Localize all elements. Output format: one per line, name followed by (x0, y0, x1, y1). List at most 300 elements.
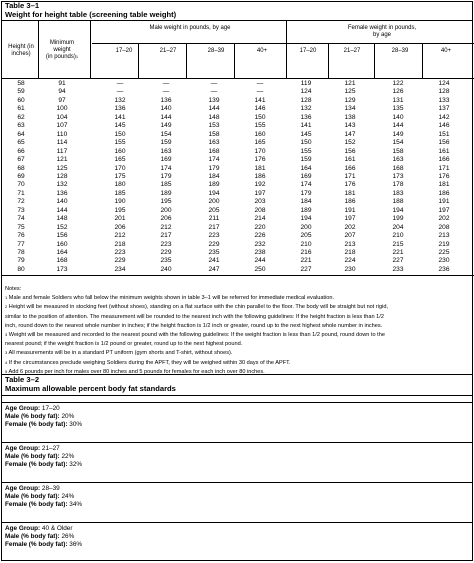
cell-female-21-27: 197 (344, 215, 356, 223)
cell-male-21-27: 235 (160, 257, 172, 265)
cell-female-21-27: 166 (344, 164, 356, 172)
age-line (2, 525, 472, 533)
cell-male-17-20: 195 (114, 206, 126, 214)
cell-height: 60 (17, 96, 25, 104)
cell-male-21-27: 200 (160, 206, 172, 214)
cell-female-17-20: 119 (300, 80, 312, 87)
cell-male-17-20: 160 (114, 147, 126, 155)
cell-female-40-plus: 191 (438, 198, 450, 206)
cell-female-40-plus: 225 (438, 249, 450, 256)
cell-min-weight: 128 (56, 172, 68, 180)
cell-female-28-39: 163 (392, 156, 404, 164)
cell-female-28-39: 135 (392, 105, 404, 113)
cell-female-28-39: 215 (392, 240, 404, 248)
note-line (5, 350, 232, 358)
cell-min-weight: 160 (56, 240, 68, 248)
cell-height: 74 (17, 215, 25, 223)
cell-male-40-plus: 203 (254, 198, 266, 206)
male-label: Male (% body fat): (5, 493, 60, 500)
female-age-21-27: 21–27 (343, 48, 361, 54)
cell-female-21-27: 224 (344, 257, 356, 265)
cell-male-17-20: 190 (114, 198, 126, 206)
cell-female-40-plus: 156 (438, 139, 450, 147)
note-marker: 3 (5, 350, 8, 356)
cell-height: 69 (17, 172, 25, 180)
cell-male-21-27: — (162, 80, 170, 87)
cell-female-28-39: 199 (392, 215, 404, 223)
age-line (2, 405, 472, 413)
cell-height: 75 (17, 223, 25, 231)
height-column-header: Height (in inches) (8, 44, 34, 57)
cell-female-21-27: 213 (344, 240, 356, 248)
notes-heading: Notes: (5, 286, 22, 292)
cell-height: 68 (17, 164, 25, 172)
cell-height: 79 (17, 257, 25, 265)
cell-female-40-plus: 124 (438, 80, 450, 87)
cell-min-weight: 168 (56, 257, 68, 265)
cell-min-weight: 164 (56, 249, 68, 256)
cell-female-28-39: 227 (392, 257, 404, 265)
cell-min-weight: 104 (56, 113, 68, 121)
cell-male-21-27: 185 (160, 181, 172, 189)
male-value: 20% (59, 413, 75, 420)
cell-male-21-27: 229 (160, 249, 172, 256)
cell-min-weight: 136 (56, 189, 68, 197)
female-value: 30% (67, 421, 83, 428)
cell-female-17-20: 145 (300, 130, 312, 138)
cell-height: 63 (17, 122, 25, 130)
cell-male-28-39: 205 (208, 206, 220, 214)
cell-female-40-plus: 202 (438, 215, 450, 223)
female-label: Female (% body fat): (5, 501, 68, 508)
table-row (2, 215, 472, 223)
table-3-1-header (2, 2, 472, 21)
cell-female-17-20: 205 (300, 232, 312, 240)
cell-height: 71 (17, 189, 25, 197)
cell-male-28-39: 241 (208, 257, 220, 265)
cell-male-40-plus: 250 (254, 265, 266, 273)
table-row (2, 232, 472, 240)
note-marker: 3 (5, 332, 8, 337)
cell-female-17-20: 174 (300, 181, 312, 189)
cell-min-weight: 117 (56, 147, 68, 155)
cell-height: 64 (17, 130, 25, 138)
group-divider (92, 43, 474, 44)
cell-female-40-plus: 213 (438, 232, 450, 240)
cell-female-40-plus: 236 (438, 265, 450, 273)
cell-male-17-20: 150 (114, 130, 126, 138)
age-line (2, 485, 472, 493)
note-marker: 2 (5, 304, 8, 310)
age-value: 40 & Older (40, 525, 73, 532)
cell-female-17-20: 189 (300, 206, 312, 214)
cell-female-28-39: 183 (392, 189, 404, 197)
cell-female-28-39: 149 (392, 130, 404, 138)
cell-female-28-39: 178 (392, 181, 404, 189)
female-age-17-20: 17–20 (299, 48, 317, 54)
cell-height: 70 (17, 181, 25, 189)
cell-male-28-39: 223 (208, 232, 220, 240)
cell-male-28-39: 229 (208, 240, 220, 248)
cell-male-28-39: 247 (208, 265, 220, 273)
cell-male-21-27: 154 (160, 130, 172, 138)
cell-female-17-20: 200 (300, 223, 312, 231)
cell-height: 61 (17, 105, 25, 113)
note-text: All measurements will be in a standard PT uniform (gym shorts and T-shirt, without shoes). (7, 350, 233, 357)
cell-male-17-20: 229 (114, 257, 126, 265)
cell-male-28-39: 158 (208, 130, 220, 138)
female-age-40-plus: 40+ (440, 48, 452, 54)
table-row (2, 224, 472, 232)
table-row (2, 249, 472, 257)
note-text: similar to the position of attention. The measurement will be rounded to the nearest inch with the following guidelines: If the height fraction is less than 1/2 (5, 313, 384, 320)
cell-female-28-39: 188 (392, 198, 404, 206)
age-line (2, 445, 472, 453)
cell-female-40-plus: 151 (438, 130, 450, 138)
cell-male-40-plus: 165 (254, 139, 266, 147)
cell-male-28-39: 139 (208, 96, 220, 104)
cell-female-40-plus: 128 (438, 88, 450, 96)
table-row (2, 173, 472, 181)
cell-female-40-plus: 146 (438, 122, 450, 130)
cell-male-21-27: 223 (160, 240, 172, 248)
male-group-header: Male weight in pounds, by age (149, 25, 231, 31)
cell-female-17-20: 184 (300, 198, 312, 206)
cell-male-21-27: 163 (160, 147, 172, 155)
cell-min-weight: 148 (56, 215, 68, 223)
cell-male-21-27: 149 (160, 122, 172, 130)
cell-female-40-plus: 197 (438, 206, 450, 214)
cell-height: 58 (17, 80, 25, 87)
cell-female-21-27: 171 (344, 172, 356, 180)
cell-male-40-plus: — (256, 88, 264, 96)
cell-female-21-27: 161 (344, 156, 356, 164)
table-title: Weight for height table (screening table weight) (5, 10, 177, 19)
cell-male-17-20: 212 (114, 232, 126, 240)
table-number: Table 3–2 (5, 375, 40, 384)
cell-female-17-20: 150 (300, 139, 312, 147)
cell-female-21-27: 181 (344, 189, 356, 197)
age-label: Age Group: (5, 405, 41, 412)
cell-height: 65 (17, 139, 25, 147)
cell-male-40-plus: 220 (254, 223, 266, 231)
cell-male-17-20: — (116, 80, 124, 87)
female-label: Female (% body fat): (5, 541, 68, 548)
cell-male-21-27: 179 (160, 172, 172, 180)
cell-male-40-plus: 186 (254, 172, 266, 180)
cell-height: 78 (17, 249, 25, 256)
cell-male-17-20: 155 (114, 139, 126, 147)
cell-male-28-39: 211 (208, 215, 220, 223)
table-row (2, 131, 472, 139)
cell-female-28-39: 158 (392, 147, 404, 155)
cell-male-28-39: — (210, 80, 218, 87)
cell-female-17-20: 128 (300, 96, 312, 104)
cell-female-28-39: 122 (392, 80, 404, 87)
table-row (2, 97, 472, 105)
male-line (2, 493, 472, 501)
age-label: Age Group: (5, 525, 41, 532)
cell-male-17-20: 180 (114, 181, 126, 189)
note-line (5, 341, 242, 349)
table-row (2, 241, 472, 249)
female-line (2, 501, 472, 509)
cell-min-weight: 97 (58, 96, 66, 104)
cell-min-weight: 144 (56, 206, 68, 214)
cell-male-28-39: 148 (208, 113, 220, 121)
cell-male-40-plus: 176 (254, 156, 266, 164)
cell-female-28-39: 144 (392, 122, 404, 130)
cell-min-weight: 125 (56, 164, 68, 172)
cell-male-28-39: 163 (208, 139, 220, 147)
cell-female-21-27: 191 (344, 206, 356, 214)
cell-height: 73 (17, 206, 25, 214)
cell-female-17-20: 221 (300, 257, 312, 265)
cell-male-17-20: 132 (114, 96, 126, 104)
cell-male-17-20: 145 (114, 122, 126, 130)
note-text: Male and female Soldiers who fall below the minimum weights shown in table 3–1 will be referred for immediate medical evaluation. (7, 295, 335, 302)
cell-min-weight: 156 (56, 232, 68, 240)
cell-male-21-27: — (162, 88, 170, 96)
cell-male-40-plus: 141 (254, 96, 266, 104)
note-text: Height will be measured in stocking feet (without shoes), standing on a flat surface with the chin parallel to the floor. The body will be straight but not rigid, (7, 304, 389, 311)
cell-female-17-20: 141 (300, 122, 312, 130)
cell-female-40-plus: 133 (438, 96, 450, 104)
cell-female-21-27: 147 (344, 130, 356, 138)
female-value: 34% (67, 501, 83, 508)
note-line (5, 304, 388, 312)
age-group-block (2, 522, 472, 561)
age-group-block (2, 402, 472, 443)
table-row (2, 257, 472, 265)
male-label: Male (% body fat): (5, 533, 60, 540)
female-line (2, 541, 472, 549)
cell-female-28-39: 210 (392, 232, 404, 240)
cell-female-28-39: 154 (392, 139, 404, 147)
cell-female-21-27: 129 (344, 96, 356, 104)
male-age-21-27: 21–27 (159, 48, 177, 54)
cell-female-17-20: 159 (300, 156, 312, 164)
cell-female-21-27: 156 (344, 147, 356, 155)
note-text: If the circumstances preclude weighing Soldiers during the APFT, they will be weighed within 30 days of the APFT. (7, 359, 291, 366)
cell-min-weight: 173 (56, 265, 68, 273)
note-marker: 1 (5, 295, 8, 301)
cell-min-weight: 100 (56, 105, 68, 113)
cell-male-40-plus: 208 (254, 206, 266, 214)
cell-female-28-39: 204 (392, 223, 404, 231)
cell-male-28-39: 144 (208, 105, 220, 113)
cell-male-21-27: 136 (160, 96, 172, 104)
cell-male-40-plus: 181 (254, 164, 266, 172)
cell-female-28-39: 221 (392, 249, 404, 256)
cell-female-28-39: 131 (392, 96, 404, 104)
male-age-17-20: 17–20 (115, 48, 133, 54)
male-label: Male (% body fat): (5, 453, 60, 460)
male-line (2, 413, 472, 421)
document-page (1, 1, 473, 561)
min-weight-column-header: Minimum weight (in pounds)$^1$ (45, 40, 79, 60)
female-group-header: Female weight in pounds, by age (347, 25, 417, 38)
cell-male-17-20: 234 (114, 265, 126, 273)
note-line (5, 323, 382, 331)
cell-male-28-39: 217 (208, 223, 220, 231)
cell-female-21-27: 230 (344, 265, 356, 273)
cell-female-40-plus: 219 (438, 240, 450, 248)
cell-male-21-27: 159 (160, 139, 172, 147)
cell-height: 72 (17, 198, 25, 206)
cell-female-40-plus: 166 (438, 156, 450, 164)
cell-female-17-20: 216 (300, 249, 312, 256)
cell-height: 77 (17, 240, 25, 248)
note-text: Weight will be measured and recorded to the nearest pound with the following guidelines: If the weight fraction is less than 1/2 pound, round down to the (7, 332, 385, 338)
cell-female-17-20: 132 (300, 105, 312, 113)
table-row (2, 88, 472, 96)
cell-female-17-20: 155 (300, 147, 312, 155)
note-text: Add 6 pounds per inch for males over 80 inches and 5 pounds for females for each inch over 80 inches. (7, 368, 265, 375)
cell-male-28-39: 168 (208, 147, 220, 155)
cell-female-21-27: 207 (344, 232, 356, 240)
cell-male-28-39: 184 (208, 172, 220, 180)
note-marker: 5 (5, 368, 8, 374)
cell-female-21-27: 186 (344, 198, 356, 206)
cell-male-21-27: 189 (160, 189, 172, 197)
male-value: 26% (59, 533, 75, 540)
table-row (2, 114, 472, 122)
cell-female-21-27: 143 (344, 122, 356, 130)
cell-min-weight: 107 (56, 122, 68, 130)
cell-min-weight: 132 (56, 181, 68, 189)
cell-height: 59 (17, 88, 25, 96)
cell-male-17-20: 185 (114, 189, 126, 197)
male-label: Male (% body fat): (5, 413, 60, 420)
cell-female-28-39: 194 (392, 206, 404, 214)
cell-male-17-20: — (116, 88, 124, 96)
cell-male-40-plus: 150 (254, 113, 266, 121)
cell-male-21-27: 206 (160, 215, 172, 223)
cell-male-28-39: 200 (208, 198, 220, 206)
cell-height: 62 (17, 113, 25, 121)
male-value: 24% (59, 493, 75, 500)
table-row (2, 80, 472, 88)
table-title: Maximum allowable percent body fat standards (5, 384, 176, 393)
cell-female-17-20: 194 (300, 215, 312, 223)
male-value: 22% (59, 453, 75, 460)
cell-female-21-27: 152 (344, 139, 356, 147)
table-number: Table 3–1 (5, 1, 40, 10)
cell-male-21-27: 144 (160, 113, 172, 121)
cell-female-17-20: 164 (300, 164, 312, 172)
cell-male-17-20: 175 (114, 172, 126, 180)
male-line (2, 533, 472, 541)
cell-female-21-27: 138 (344, 113, 356, 121)
age-group-block (2, 442, 472, 483)
cell-female-40-plus: 161 (438, 147, 450, 155)
note-line (5, 332, 385, 340)
age-label: Age Group: (5, 485, 41, 492)
cell-male-21-27: 174 (160, 164, 172, 172)
cell-min-weight: 110 (56, 130, 68, 138)
note-marker: 4 (5, 359, 8, 365)
age-value: 21–27 (40, 445, 60, 452)
age-value: 17–20 (40, 405, 60, 412)
note-text: nearest pound; if the weight fraction is 1/2 pound or greater, round up to the next highest pound. (5, 341, 243, 348)
female-label: Female (% body fat): (5, 461, 68, 468)
cell-female-40-plus: 186 (438, 189, 450, 197)
cell-female-28-39: 140 (392, 113, 404, 121)
cell-male-40-plus: 155 (254, 122, 266, 130)
cell-min-weight: 121 (56, 156, 68, 164)
cell-male-21-27: 212 (160, 223, 172, 231)
note-line (5, 360, 291, 368)
table-row (2, 105, 472, 113)
table-row (2, 190, 472, 198)
cell-male-28-39: 174 (208, 156, 220, 164)
cell-min-weight: 152 (56, 223, 68, 231)
cell-male-40-plus: 170 (254, 147, 266, 155)
age-label: Age Group: (5, 445, 41, 452)
cell-male-17-20: 206 (114, 223, 126, 231)
cell-height: 80 (17, 265, 25, 273)
note-line (5, 295, 334, 303)
cell-female-21-27: 125 (344, 88, 356, 96)
male-age-28-39: 28–39 (207, 48, 225, 54)
table-row (2, 266, 472, 274)
table-row (2, 181, 472, 189)
male-age-40-plus: 40+ (256, 48, 268, 54)
table-row (2, 139, 472, 147)
cell-female-21-27: 176 (344, 181, 356, 189)
cell-male-40-plus: 214 (254, 215, 266, 223)
age-group-block (2, 482, 472, 523)
cell-male-40-plus: 244 (254, 257, 266, 265)
cell-male-28-39: 189 (208, 181, 220, 189)
cell-female-17-20: 210 (300, 240, 312, 248)
table-row (2, 165, 472, 173)
cell-male-21-27: 240 (160, 265, 172, 273)
cell-male-17-20: 201 (114, 215, 126, 223)
cell-female-21-27: 218 (344, 249, 356, 256)
cell-male-40-plus: 160 (254, 130, 266, 138)
female-line (2, 461, 472, 469)
cell-male-40-plus: 226 (254, 232, 266, 240)
cell-male-40-plus: 232 (254, 240, 266, 248)
female-value: 36% (67, 541, 83, 548)
cell-female-28-39: 168 (392, 164, 404, 172)
cell-min-weight: 140 (56, 198, 68, 206)
cell-male-40-plus: 192 (254, 181, 266, 189)
cell-female-28-39: 126 (392, 88, 404, 96)
table-row (2, 148, 472, 156)
cell-male-17-20: 141 (114, 113, 126, 121)
cell-height: 67 (17, 156, 25, 164)
age-value: 28–39 (40, 485, 60, 492)
cell-female-21-27: 134 (344, 105, 356, 113)
cell-male-28-39: 194 (208, 189, 220, 197)
female-line (2, 421, 472, 429)
cell-female-28-39: 233 (392, 265, 404, 273)
cell-female-40-plus: 181 (438, 181, 450, 189)
male-line (2, 453, 472, 461)
female-value: 32% (67, 461, 83, 468)
cell-male-40-plus: — (256, 80, 264, 87)
cell-male-28-39: 235 (208, 249, 220, 256)
cell-male-17-20: 218 (114, 240, 126, 248)
cell-male-40-plus: 146 (254, 105, 266, 113)
note-text: inch, round down to the nearest whole number in inches; if the height fraction is 1/2 inch or greater, round up to the next highest whole number in inches. (5, 322, 383, 329)
cell-female-40-plus: 230 (438, 257, 450, 265)
cell-female-40-plus: 208 (438, 223, 450, 231)
female-age-28-39: 28–39 (391, 48, 409, 54)
